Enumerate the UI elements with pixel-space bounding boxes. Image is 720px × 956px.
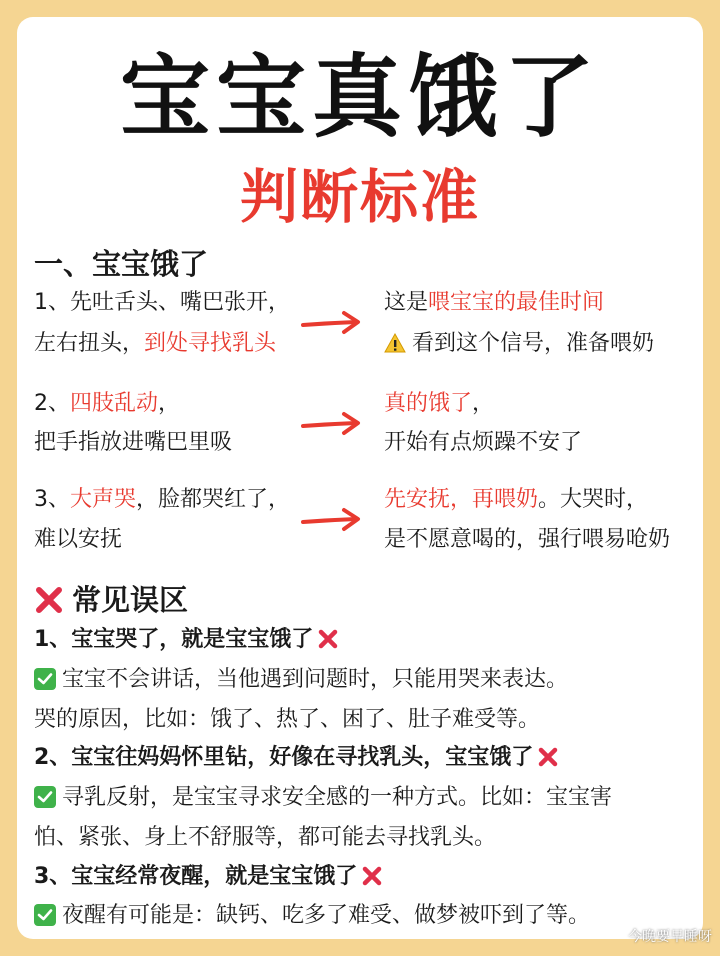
item3-left-line1: 3、大声哭，脸都哭红了， <box>34 487 291 512</box>
section-heading-hungry: 一、宝宝饿了 <box>34 247 209 281</box>
myth2-line1: 寻乳反射，是宝宝寻求安全感的一种方式。比如：宝宝害 <box>34 783 612 813</box>
cross-mark-icon <box>317 628 339 650</box>
item1-left-line1: 1、先吐舌头、嘴巴张开， <box>34 290 290 315</box>
myth2-title: 2、宝宝往妈妈怀里钻，好像在寻找乳头，宝宝饿了 <box>34 743 559 773</box>
watermark: 今晚要早睡呀 <box>628 929 712 945</box>
item1-right-line1: 这是喂宝宝的最佳时间 <box>384 290 605 315</box>
check-mark-icon <box>34 904 56 926</box>
item3-right-line1: 先安抚，再喂奶。大哭时， <box>384 487 649 512</box>
myth1-title: 1、宝宝哭了，就是宝宝饿了 <box>34 625 339 655</box>
check-mark-icon <box>34 668 56 690</box>
section-heading-misconceptions: 常见误区 <box>34 580 188 620</box>
item2-left-line2: 把手指放进嘴巴里吸 <box>34 430 233 455</box>
item3-left-line2: 难以安抚 <box>34 527 123 552</box>
myth3-title: 3、宝宝经常夜醒，就是宝宝饿了 <box>34 862 383 892</box>
arrow-right-icon <box>300 411 364 439</box>
cross-mark-icon <box>537 746 559 768</box>
item1-right-line2: 看到这个信号，准备喂奶 <box>384 329 654 359</box>
item1-left-line2: 左右扭头，到处寻找乳头 <box>34 331 277 356</box>
myth2-line2: 怕、紧张、身上不舒服等，都可能去寻找乳头。 <box>34 825 497 850</box>
item2-right-line2: 开始有点烦躁不安了 <box>384 430 583 455</box>
item2-left-line1: 2、四肢乱动， <box>34 391 181 416</box>
myth1-line1: 宝宝不会讲话，当他遇到问题时，只能用哭来表达。 <box>34 665 568 695</box>
myth3-line1: 夜醒有可能是：缺钙、吃多了难受、做梦被吓到了等。 <box>34 901 590 931</box>
check-mark-icon <box>34 786 56 808</box>
item2-right-line1: 真的饿了， <box>384 391 495 416</box>
myth1-line2: 哭的原因，比如：饿了、热了、困了、肚子难受等。 <box>34 707 541 732</box>
warning-icon <box>384 333 406 353</box>
item3-right-line2: 是不愿意喝的，强行喂易呛奶 <box>384 527 671 552</box>
cross-mark-icon <box>34 585 64 615</box>
page-title: 宝宝真饿了 <box>120 45 600 150</box>
arrow-right-icon <box>300 310 364 338</box>
page-subtitle: 判断标准 <box>239 163 480 231</box>
cross-mark-icon <box>361 865 383 887</box>
arrow-right-icon <box>300 507 364 535</box>
